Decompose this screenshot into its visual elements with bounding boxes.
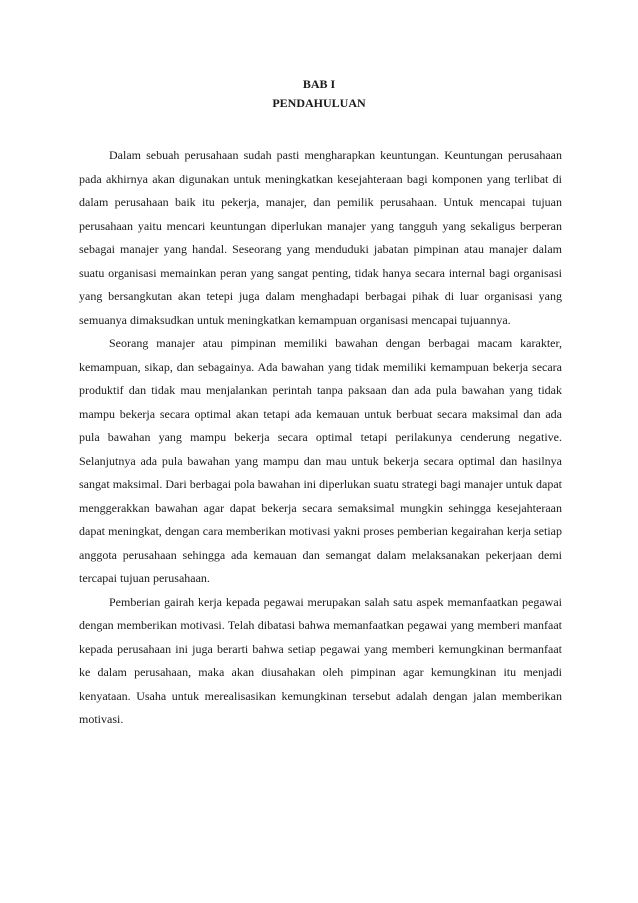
- paragraph: Pemberian gairah kerja kepada pegawai merupakan salah satu aspek memanfaatkan pegawai dengan memberikan motivasi. Telah dibatasi bahwa memanfaatkan pegawai yang memberi manfaat kepada perusahaan ini juga berarti bahwa setiap pegawai yang memberi kemungkinan bermanfaat ke dalam perusahaan, maka akan diusahakan oleh pimpinan agar kemungkinan itu menjadi kenyataan. Usaha untuk merealisasikan kemungkinan tersebut adalah dengan jalan memberikan motivasi.: [79, 594, 562, 726]
- chapter-number: BAB I: [302, 77, 336, 91]
- paragraph: Dalam sebuah perusahaan sudah pasti mengharapkan keuntungan. Keuntungan perusahaan pada akhirnya akan digunakan untuk meningkatkan kesejahteraan bagi komponen yang terlibat di dalam perusahaan baik itu pekerja, manajer, dan pemilik perusahaan. Untuk mencapai tujuan perusahaan yaitu mencari keuntungan diperlukan manajer yang tangguh yang sekaligus berperan sebagai manajer yang handal. Seseorang yang menduduki jabatan pimpinan atau manajer dalam suatu organisasi memainkan peran yang sangat penting, tidak hanya secara internal bagi organisasi yang bersangkutan akan tetepi juga dalam menghadapi berbagai pihak di luar organisasi yang semuanya dimaksudkan untuk meningkatkan kemampuan organisasi mencapai tujuannya.: [79, 148, 562, 327]
- body-text: [79, 144, 562, 732]
- paragraph: Seorang manajer atau pimpinan memiliki bawahan dengan berbagai macam karakter, kemampuan, sikap, dan sebagainya. Ada bawahan yang tidak memiliki kemampuan bekerja secara produktif dan tidak mau menjalankan perintah tanpa paksaan dan ada pula bawahan yang tidak mampu bekerja secara optimal akan tetapi ada kemauan untuk berbuat secara maksimal dan ada pula bawahan yang mampu bekerja secara optimal tetapi perilakunya cenderung negative. Selanjutnya ada pula bawahan yang mampu dan mau untuk bekerja secara optimal dan hasilnya sangat maksimal. Dari berbagai pola bawahan ini diperlukan suatu strategi bagi manajer untuk dapat menggerakkan bawahan agar dapat bekerja secara semaksimal mungkin sehingga kesejahteraan dapat meningkat, dengan cara memberikan motivasi yakni proses pemberian kegairahan kerja setiap anggota perusahaan sehingga ada kemauan dan semangat dalam melaksanakan pekerjaan demi tercapai tujuan perusahaan.: [79, 336, 562, 585]
- chapter-title: PENDAHULUAN: [272, 96, 366, 110]
